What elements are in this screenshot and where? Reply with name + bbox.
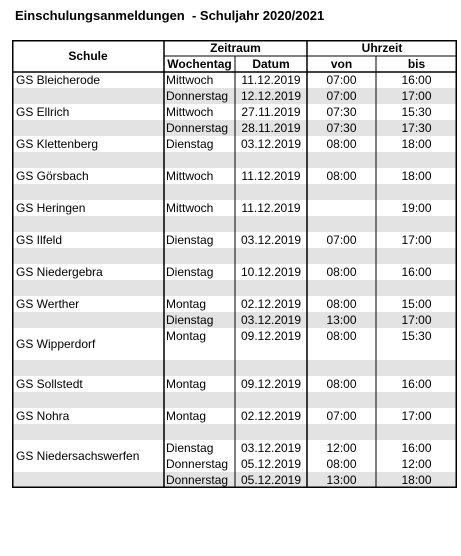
cell-datum: 09.12.2019 (240, 329, 302, 343)
cell-bis: 15:30 (401, 329, 432, 343)
cell-wochentag: Mittwoch (166, 201, 214, 215)
cell-wochentag: Mittwoch (166, 169, 214, 183)
school-name: GS Niedergebra (16, 265, 103, 279)
cell-wochentag: Dienstag (166, 441, 214, 455)
school-name: GS Ilfeld (16, 233, 63, 247)
cell-von: 07:00 (326, 73, 357, 87)
cell-datum: 03.12.2019 (240, 233, 302, 247)
header-schule: Schule (68, 49, 108, 63)
cell-datum: 28.11.2019 (241, 121, 301, 135)
header-uhrzeit: Uhrzeit (361, 41, 403, 55)
cell-bis: 15:30 (401, 105, 432, 119)
registration-table (12, 40, 457, 552)
cell-wochentag: Dienstag (166, 233, 214, 247)
cell-datum: 11.12.2019 (241, 169, 301, 183)
cell-datum: 12.12.2019 (240, 89, 302, 103)
cell-wochentag: Montag (166, 297, 207, 311)
cell-bis: 17:00 (401, 409, 432, 423)
cell-bis: 18:00 (401, 169, 432, 183)
cell-von: 08:00 (326, 377, 357, 391)
school-name: GS Ellrich (16, 105, 70, 119)
cell-bis: 17:00 (401, 313, 432, 327)
cell-von: 08:00 (326, 457, 357, 471)
cell-wochentag: Montag (166, 409, 207, 423)
school-name: GS Bleicherode (16, 73, 101, 87)
school-name: GS Heringen (16, 201, 86, 215)
cell-von: 08:00 (326, 265, 357, 279)
cell-bis: 16:00 (401, 73, 432, 87)
cell-von: 08:00 (326, 137, 357, 151)
cell-datum: 05.12.2019 (240, 473, 302, 487)
header-bis: bis (407, 57, 426, 71)
cell-von: 07:00 (326, 409, 357, 423)
school-name: GS Nohra (16, 409, 70, 423)
cell-bis: 17:00 (401, 233, 432, 247)
cell-wochentag: Donnerstag (166, 121, 229, 135)
school-name: GS Sollstedt (16, 377, 83, 391)
cell-bis: 16:00 (401, 377, 432, 391)
cell-bis: 17:00 (401, 89, 432, 103)
cell-wochentag: Dienstag (166, 137, 214, 151)
cell-von: 08:00 (326, 297, 357, 311)
cell-datum: 11.12.2019 (241, 201, 301, 215)
cell-bis: 19:00 (401, 201, 432, 215)
cell-datum: 02.12.2019 (240, 409, 302, 423)
cell-wochentag: Dienstag (166, 265, 214, 279)
cell-bis: 15:00 (401, 297, 432, 311)
header-datum: Datum (252, 57, 290, 71)
cell-von: 07:00 (326, 233, 357, 247)
cell-datum: 27.11.2019 (241, 105, 301, 119)
cell-datum: 09.12.2019 (240, 377, 302, 391)
school-name: GS Görsbach (16, 169, 89, 183)
cell-bis: 18:00 (401, 137, 432, 151)
cell-datum: 02.12.2019 (240, 297, 302, 311)
school-name: GS Niedersachswerfen (16, 449, 140, 463)
header-zeitraum: Zeitraum (210, 41, 261, 55)
cell-von: 07:30 (326, 121, 357, 135)
cell-bis: 18:00 (401, 473, 432, 487)
cell-wochentag: Donnerstag (166, 89, 229, 103)
cell-von: 13:00 (326, 313, 357, 327)
cell-wochentag: Dienstag (166, 313, 214, 327)
cell-von: 08:00 (326, 169, 357, 183)
school-name: GS Klettenberg (16, 137, 99, 151)
document-title: Einschulungsanmeldungen - Schuljahr 2020/2021 (15, 8, 325, 23)
cell-von: 07:00 (326, 89, 357, 103)
cell-von: 07:30 (326, 105, 357, 119)
cell-von: 12:00 (326, 441, 357, 455)
cell-wochentag: Mittwoch (166, 73, 214, 87)
cell-bis: 16:00 (401, 441, 432, 455)
cell-wochentag: Donnerstag (166, 457, 229, 471)
cell-von: 13:00 (326, 473, 357, 487)
cell-datum: 03.12.2019 (240, 441, 302, 455)
cell-wochentag: Montag (166, 377, 207, 391)
cell-von: 08:00 (326, 329, 357, 343)
cell-datum: 05.12.2019 (240, 457, 302, 471)
school-name: GS Wipperdorf (16, 337, 96, 351)
cell-wochentag: Montag (166, 329, 207, 343)
cell-datum: 03.12.2019 (240, 137, 302, 151)
school-name: GS Werther (16, 297, 80, 311)
header-wochentag: Wochentag (167, 57, 232, 71)
header-von: von (330, 57, 353, 71)
cell-bis: 12:00 (401, 457, 432, 471)
cell-datum: 11.12.2019 (241, 73, 301, 87)
cell-bis: 17:30 (401, 121, 432, 135)
cell-wochentag: Donnerstag (166, 473, 229, 487)
cell-datum: 10.12.2019 (240, 265, 302, 279)
cell-datum: 03.12.2019 (240, 313, 302, 327)
cell-wochentag: Mittwoch (166, 105, 214, 119)
cell-bis: 16:00 (401, 265, 432, 279)
